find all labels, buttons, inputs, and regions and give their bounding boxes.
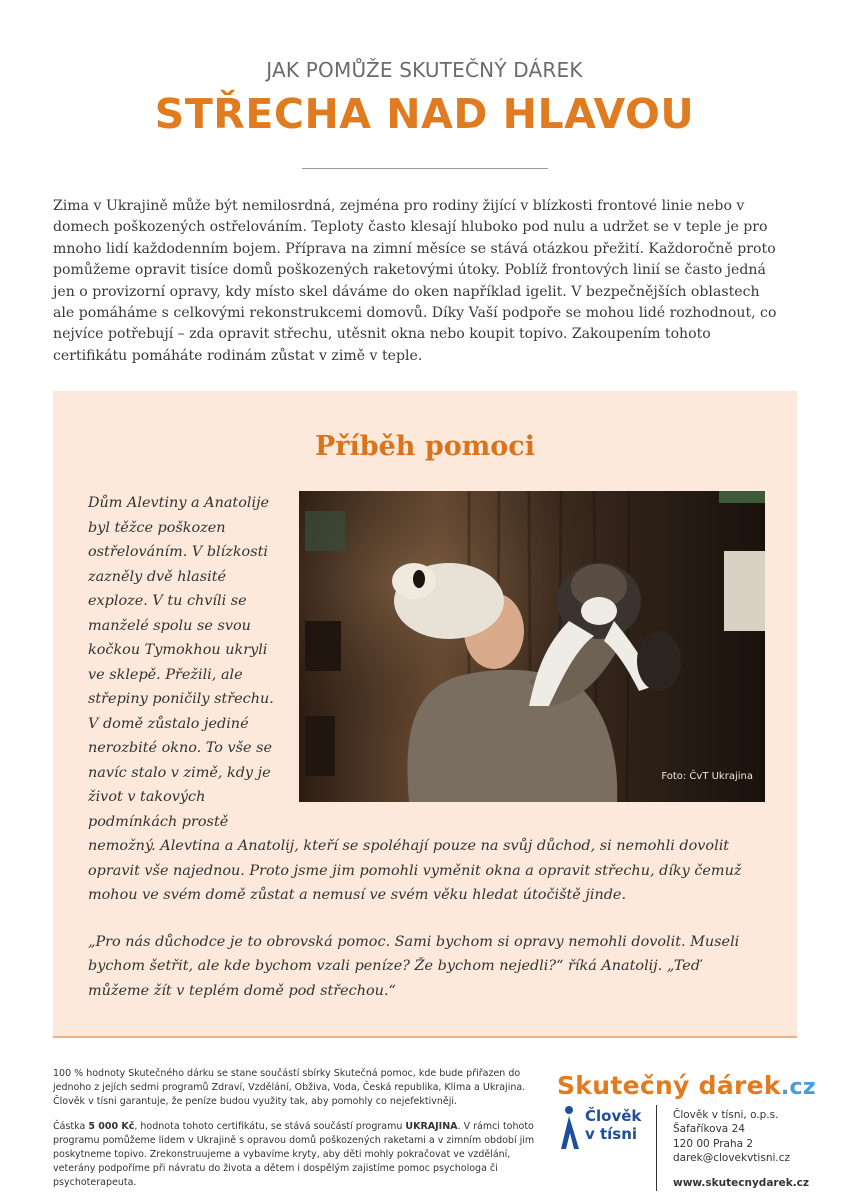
logo-line-2: v tísni — [585, 1125, 638, 1143]
footer-p2-text-a: Částka — [53, 1120, 89, 1132]
footer-info — [53, 1067, 538, 1201]
logo-line-1: Člověk — [585, 1107, 642, 1125]
person-icon — [557, 1105, 583, 1151]
footer-paragraph-1: 100 % hodnoty Skutečného dárku se stane součástí sbírky Skutečná pomoc, kde bude přiřazen do jednoho z jejích sedmi programů Zdraví, Vzdělání, Obživa, Voda, Česká republika, Klima a Ukrajina. Člověk v tísni garantuje, že peníze budou využity tak, aby pomohly co nejefektivněji. — [53, 1068, 526, 1108]
footer-divider — [656, 1105, 657, 1191]
brand-tld: .cz — [780, 1075, 816, 1100]
brand-logo — [557, 1071, 816, 1100]
page-subtitle: JAK POMŮŽE SKUTEČNÝ DÁREK — [266, 58, 583, 82]
footer-program: UKRAJINA — [405, 1120, 458, 1132]
photo-credit: Foto: ČvT Ukrajina — [661, 770, 753, 782]
org-address — [673, 1108, 790, 1165]
website-link[interactable]: www.skutecnydarek.cz — [673, 1177, 810, 1189]
page-title: STŘECHA NAD HLAVOU — [154, 90, 695, 138]
footer-p2-text-c: . V rámci tohoto programu pomůžeme lidem v Ukrajině s opravou domů poškozených raketami a v zimním období jim poskytneme topivo. Zrekonstruujeme a vybavíme kryty, aby děti mohly pokračovat ve vzdělání, veterány podpoříme při návratu do života a dětem i dospělým zajistíme pomoc psychologa či psychoterapeuta. — [53, 1120, 535, 1189]
title-divider — [302, 168, 548, 169]
org-email[interactable]: darek@clovekvtisni.cz — [673, 1151, 791, 1164]
logo-text — [585, 1107, 641, 1143]
story-photo — [299, 491, 765, 802]
story-text: Dům Alevtiny a Anatolije byl těžce poškozen ostřelováním. V blízkosti zazněly dvě hlasité exploze. V tu chvíli se manželé spolu se svou kočkou Tymokhou ukryli ve sklepě. Přežili, ale střepiny poničily střechu. V domě zůstalo jediné nerozbité okno. To vše se navíc stalo v zimě, kdy je život v takových podmínkách prostě nemožný. Alevtina a Anatolij, kteří se spoléhají pouze na svůj důchod, si nemohli dovolit opravit vše najednou. Proto jsme jim pomohli vyměnit okna a opravit střechu, díky čemuž mohou ve svém domě zůstat a nemusí ve svém věku hledat útočiště jinde. — [88, 495, 742, 903]
org-name: Člověk v tísni, o.p.s. — [673, 1109, 779, 1121]
photo-elderly-woman-with-cat — [299, 491, 765, 802]
org-street: Šafaříkova 24 — [673, 1123, 745, 1136]
brand-name: Skutečný dárek — [557, 1071, 781, 1100]
story-body — [88, 491, 765, 1003]
footer-p2-text-b: , hodnota tohoto certifikátu, se stává součástí programu — [134, 1120, 406, 1132]
story-title: Příběh pomoci — [314, 431, 536, 462]
footer-paragraph-2 — [53, 1120, 538, 1191]
intro-paragraph: Zima v Ukrajině může být nemilosrdná, zejména pro rodiny žijící v blízkosti frontové linie nebo v domech poškozených ostřelováním. Teploty často klesají hluboko pod nulu a udržet se v teple je pro mnoho lidí každodenním bojem. Příprava na zimní měsíce se stává otázkou přežití. Každoročně proto pomůžeme opravit tisíce domů poškozených raketovými útoky. Poblíž frontových linií se často jedná jen o provizorní opravy, kdy místo skel dáváme do oken například igelit. V bezpečnějších oblastech ale pomáháme s celkovými rekonstrukcemi domovů. Díky Vaší podpoře se mohou lidé rozhodnout, co nejvíce potřebují – zda opravit střechu, utěsnit okna nebo koupit topivo. Zakoupením tohoto certifikátu pomáháte rodinám zůstat v zimě v teple. — [53, 198, 777, 364]
footer-amount: 5 000 Kč — [88, 1120, 135, 1132]
story-quote: „Pro nás důchodce je to obrovská pomoc. Sami bychom si opravy nemohli dovolit. Museli bychom šetřit, ale kde bychom vzali peníze? Že bychom nejedli?“ říká Anatolij. „Teď můžeme žít v teplém domě pod střechou.“ — [88, 933, 740, 999]
org-city: 120 00 Praha 2 — [673, 1137, 754, 1150]
clovek-v-tisni-logo — [557, 1105, 647, 1155]
story-section — [53, 391, 797, 1038]
